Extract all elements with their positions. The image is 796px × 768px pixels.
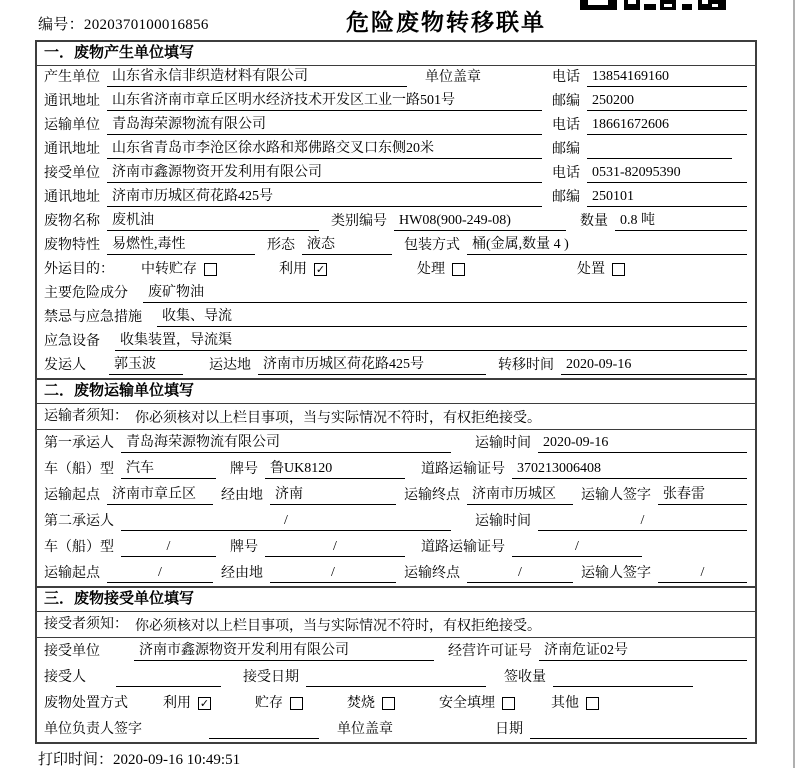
carrier-notice-text: 你必须核对以上栏目事项，当与实际情况不符时，有权拒绝接受。 xyxy=(135,410,541,426)
receive-company-address-label: 通讯地址 xyxy=(44,190,100,205)
incinerate-disposal-option xyxy=(347,694,395,713)
carrier-notice-label: 运输者须知： xyxy=(44,409,128,424)
transport-company-address-label: 通讯地址 xyxy=(44,142,100,157)
form-row xyxy=(37,354,755,378)
transfer-storage-checkbox xyxy=(204,263,217,276)
accept-date-value xyxy=(306,667,486,687)
form-row xyxy=(37,560,755,586)
waste-trait-label: 废物特性 xyxy=(44,238,100,253)
receiver-notice-row xyxy=(37,612,755,638)
form-row xyxy=(37,534,755,560)
form-row xyxy=(37,186,755,210)
accept-unit-label: 接受单位 xyxy=(44,644,100,659)
treat-label: 处理 xyxy=(417,262,445,277)
permit-number-label: 经营许可证号 xyxy=(448,644,532,659)
origin-2-label: 运输起点 xyxy=(44,566,100,581)
main-hazard-component-value: 废矿物油 xyxy=(143,283,747,303)
other-disposal-label: 其他 xyxy=(551,696,579,711)
storage-disposal-checkbox xyxy=(290,697,303,710)
package-type-value: 桶(金属,数量 4 ) xyxy=(467,235,747,255)
outbound-purpose-label: 外运目的： xyxy=(44,262,114,277)
dispose-option xyxy=(577,260,625,279)
utilize-disposal-checkbox: ✓ xyxy=(199,697,210,710)
utilize-option xyxy=(279,260,327,279)
treat-checkbox xyxy=(452,263,465,276)
first-carrier-value: 青岛海荣源物流有限公司 xyxy=(121,433,451,453)
via-2-value: / xyxy=(270,563,396,583)
transport-section-title: 二．废物运输单位填写 xyxy=(37,380,755,404)
page-edge-line xyxy=(793,0,795,768)
taboo-emergency-measures-value: 收集、导流 xyxy=(157,307,747,327)
transport-section xyxy=(35,378,757,586)
vehicle-type-2-label: 车（船）型 xyxy=(44,540,114,555)
receive-company-postcode-value: 250101 xyxy=(587,187,747,207)
plate-number-1-value: 鲁UK8120 xyxy=(265,459,405,479)
receive-company-value: 济南市鑫源物资开发利用有限公司 xyxy=(107,163,542,183)
producer-address-value: 山东省济南市章丘区明水经济技术开发区工业一路501号 xyxy=(107,91,542,111)
form-row xyxy=(37,66,755,90)
emergency-equipment-value: 收集装置，导流渠 xyxy=(115,331,747,351)
receive-company-label: 接受单位 xyxy=(44,166,100,181)
other-disposal-option xyxy=(551,694,599,713)
form-row xyxy=(37,430,755,456)
form-row xyxy=(37,330,755,354)
treat-option xyxy=(417,260,465,279)
road-permit-2-label: 道路运输证号 xyxy=(421,540,505,555)
form-row xyxy=(37,664,755,690)
vehicle-type-1-value: 汽车 xyxy=(121,459,216,479)
unit-seal-label: 单位盖章 xyxy=(425,70,481,85)
receive-company-phone-label: 电话 xyxy=(552,166,580,181)
transport-time-2-value: / xyxy=(538,511,747,531)
terminus-2-label: 运输终点 xyxy=(404,566,460,581)
emergency-equipment-label: 应急设备 xyxy=(44,334,100,349)
form-row xyxy=(37,716,755,742)
taboo-emergency-measures-label: 禁忌与应急措施 xyxy=(44,310,142,325)
plate-number-2-label: 牌号 xyxy=(230,540,258,555)
road-permit-1-value: 370213006408 xyxy=(512,459,747,479)
receiver-section xyxy=(35,586,757,744)
second-carrier-value: / xyxy=(121,511,451,531)
form-row xyxy=(37,90,755,114)
receive-seal-date-label: 日期 xyxy=(495,722,523,737)
category-code-value: HW08(900-249-08) xyxy=(394,211,566,231)
accept-person-value xyxy=(116,667,221,687)
form-row xyxy=(37,456,755,482)
other-disposal-checkbox xyxy=(586,697,599,710)
transfer-storage-option xyxy=(141,260,217,279)
form-title: 危险废物转移联单 xyxy=(346,9,546,35)
storage-disposal-label: 贮存 xyxy=(255,696,283,711)
responsible-signature-value xyxy=(209,719,319,739)
producer-name-label: 产生单位 xyxy=(44,70,100,85)
receive-company-phone-value: 0531-82095390 xyxy=(587,163,747,183)
utilize-label: 利用 xyxy=(279,262,307,277)
terminus-2-value: / xyxy=(467,563,573,583)
producer-phone-label: 电话 xyxy=(552,70,580,85)
producer-postcode-value: 250200 xyxy=(587,91,747,111)
carrier-signature-1-value: 张春雷 xyxy=(658,485,747,505)
print-time-value: 2020-09-16 10:49:51 xyxy=(113,752,241,768)
accept-person-label: 接受人 xyxy=(44,670,86,685)
vehicle-type-2-value: / xyxy=(121,537,216,557)
form-serial-label: 编号： xyxy=(38,17,84,33)
transport-company-phone-value: 18661672606 xyxy=(587,115,747,135)
quantity-label: 数量 xyxy=(580,214,608,229)
transport-company-value: 青岛海荣源物流有限公司 xyxy=(107,115,542,135)
producer-name-value: 山东省永信非织造材料有限公司 xyxy=(107,67,407,87)
form-row xyxy=(37,210,755,234)
dispose-checkbox xyxy=(612,263,625,276)
terminus-1-value: 济南市历城区 xyxy=(467,485,573,505)
storage-disposal-option xyxy=(255,694,303,713)
road-permit-2-value: / xyxy=(512,537,642,557)
receiver-notice-label: 接受者须知： xyxy=(44,617,128,632)
receive-seal-date-value xyxy=(530,719,747,739)
print-time xyxy=(38,748,240,768)
sign-amount-label: 签收量 xyxy=(504,670,546,685)
plate-number-1-label: 牌号 xyxy=(230,462,258,477)
utilize-checkbox: ✓ xyxy=(315,263,326,276)
waste-form-label: 形态 xyxy=(267,238,295,253)
via-1-label: 经由地 xyxy=(221,488,263,503)
transport-company-postcode-label: 邮编 xyxy=(552,142,580,157)
receive-company-address-value: 济南市历城区荷花路425号 xyxy=(107,187,542,207)
carrier-signature-2-value: / xyxy=(658,563,747,583)
landfill-disposal-label: 安全填埋 xyxy=(439,696,495,711)
waste-name-value: 废机油 xyxy=(107,211,319,231)
accept-date-label: 接受日期 xyxy=(243,670,299,685)
plate-number-2-value: / xyxy=(265,537,405,557)
producer-phone-value: 13854169160 xyxy=(587,67,747,87)
form-row xyxy=(37,482,755,508)
disposal-method-row xyxy=(37,690,755,716)
producer-section-title: 一．废物产生单位填写 xyxy=(37,42,755,66)
disposal-method-label: 废物处置方式 xyxy=(44,696,128,711)
origin-1-label: 运输起点 xyxy=(44,488,100,503)
form-row xyxy=(37,306,755,330)
landfill-disposal-checkbox xyxy=(502,697,515,710)
form-row xyxy=(37,282,755,306)
transport-company-label: 运输单位 xyxy=(44,118,100,133)
road-permit-1-label: 道路运输证号 xyxy=(421,462,505,477)
qr-code-fragment xyxy=(580,0,726,10)
consignor-label: 发运人 xyxy=(44,358,86,373)
destination-value: 济南市历城区荷花路425号 xyxy=(258,355,486,375)
carrier-signature-2-label: 运输人签字 xyxy=(581,566,651,581)
vehicle-type-1-label: 车（船）型 xyxy=(44,462,114,477)
transport-company-phone-label: 电话 xyxy=(552,118,580,133)
terminus-1-label: 运输终点 xyxy=(404,488,460,503)
producer-postcode-label: 邮编 xyxy=(552,94,580,109)
transport-time-1-label: 运输时间 xyxy=(475,436,531,451)
transport-time-2-label: 运输时间 xyxy=(475,514,531,529)
transport-company-postcode-value xyxy=(587,139,732,159)
via-2-label: 经由地 xyxy=(221,566,263,581)
landfill-disposal-option xyxy=(439,694,515,713)
incinerate-disposal-label: 焚烧 xyxy=(347,696,375,711)
transfer-date-label: 转移时间 xyxy=(498,358,554,373)
category-code-label: 类别编号 xyxy=(331,214,387,229)
receiver-section-title: 三．废物接受单位填写 xyxy=(37,588,755,612)
waste-form-value: 液态 xyxy=(302,235,392,255)
accept-unit-value: 济南市鑫源物资开发利用有限公司 xyxy=(134,641,434,661)
form-row xyxy=(37,138,755,162)
form-sections xyxy=(35,40,757,744)
receive-company-postcode-label: 邮编 xyxy=(552,190,580,205)
carrier-notice-row xyxy=(37,404,755,430)
package-type-label: 包装方式 xyxy=(404,238,460,253)
form-row xyxy=(37,114,755,138)
utilize-disposal-label: 利用 xyxy=(163,696,191,711)
unit-seal-receiver-label: 单位盖章 xyxy=(337,722,393,737)
origin-2-value: / xyxy=(107,563,213,583)
permit-number-value: 济南危证02号 xyxy=(539,641,747,661)
form-row xyxy=(37,234,755,258)
transfer-storage-label: 中转贮存 xyxy=(141,262,197,277)
receiver-notice-text: 你必须核对以上栏目事项，当与实际情况不符时，有权拒绝接受。 xyxy=(135,618,541,634)
destination-label: 运达地 xyxy=(209,358,251,373)
second-carrier-label: 第二承运人 xyxy=(44,514,114,529)
responsible-signature-label: 单位负责人签字 xyxy=(44,722,142,737)
dispose-label: 处置 xyxy=(577,262,605,277)
carrier-signature-1-label: 运输人签字 xyxy=(581,488,651,503)
producer-section xyxy=(35,40,757,378)
transport-company-address-value: 山东省青岛市李沧区徐水路和郑佛路交叉口东侧20米 xyxy=(107,139,542,159)
waste-trait-value: 易燃性,毒性 xyxy=(107,235,255,255)
quantity-value: 0.8 吨 xyxy=(615,211,747,231)
transport-time-1-value: 2020-09-16 xyxy=(538,433,747,453)
waste-name-label: 废物名称 xyxy=(44,214,100,229)
form-serial xyxy=(38,13,209,34)
form-row xyxy=(37,508,755,534)
origin-1-value: 济南市章丘区 xyxy=(107,485,213,505)
outbound-purpose-row xyxy=(37,258,755,282)
print-time-label: 打印时间： xyxy=(38,752,114,768)
form-serial-value: 2020370100016856 xyxy=(83,17,209,33)
first-carrier-label: 第一承运人 xyxy=(44,436,114,451)
incinerate-disposal-checkbox xyxy=(382,697,395,710)
utilize-disposal-option xyxy=(163,694,211,713)
producer-address-label: 通讯地址 xyxy=(44,94,100,109)
main-hazard-component-label: 主要危险成分 xyxy=(44,286,128,301)
form-row xyxy=(37,638,755,664)
form-row xyxy=(37,162,755,186)
consignor-value: 郭玉波 xyxy=(109,355,183,375)
transfer-date-value: 2020-09-16 xyxy=(561,355,747,375)
sign-amount-value xyxy=(553,667,693,687)
via-1-value: 济南 xyxy=(270,485,396,505)
